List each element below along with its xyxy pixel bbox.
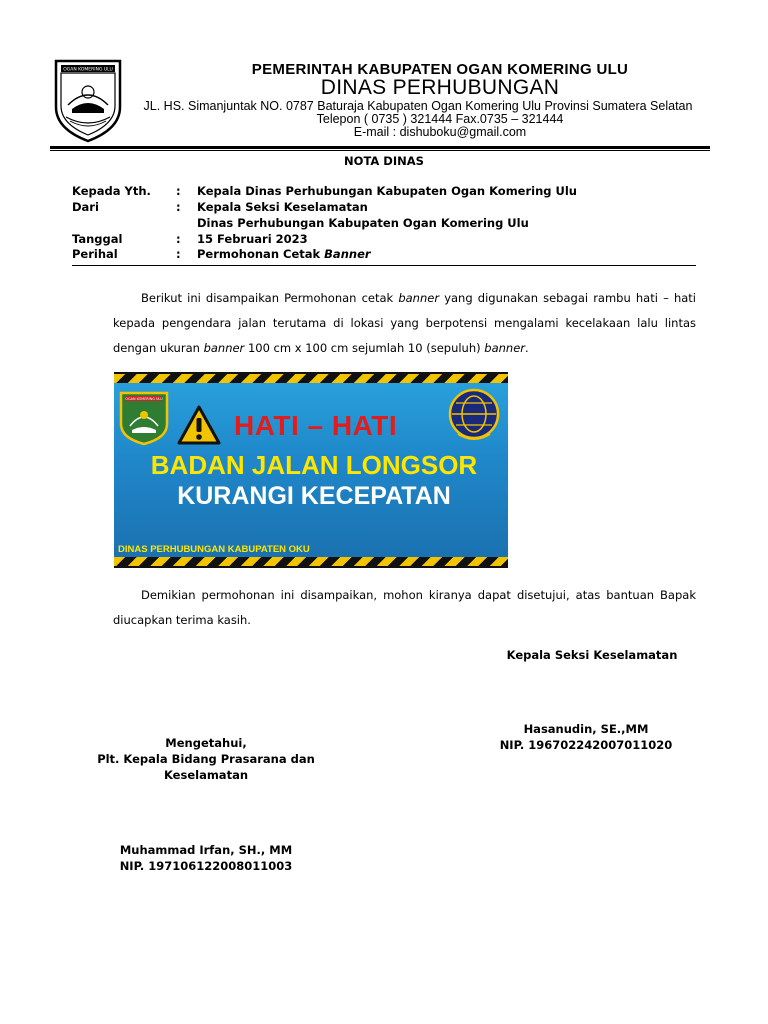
subject-value-emphasis: Banner [324,247,371,261]
letterhead-email: E-mail : dishuboku@gmail.com [353,125,527,139]
from-value-2: Dinas Perhubungan Kabupaten Ogan Komering Ulu [197,216,529,230]
letterhead-address: JL. HS. Simanjuntak NO. 0787 Baturaja Kabupaten Ogan Komering Ulu Provinsi Sumatera Selatan [143,99,693,113]
banner-hazard-stripe-bottom [114,557,508,566]
letterhead-rule-thick [50,146,710,149]
p1-text-d: . [525,341,529,355]
logo-text: OGAN KOMERING ULU [63,67,113,73]
p1-emphasis-1: banner [398,291,440,305]
banner-warning-text: HATI – HATI [234,410,398,441]
letterhead-rule-thin [50,150,710,151]
banner-hazard-stripe-top [114,374,508,383]
letterhead-government: PEMERINTAH KABUPATEN OGAN KOMERING ULU [251,61,629,78]
banner-line-2: KURANGI KECEPATAN [177,482,451,510]
header-rule [72,265,696,266]
p1-text-b: yang digunakan sebagai rambu hati – hati kepada pengendara jalan terutama di lokasi yang berpotensi mengalami kecelakaan lalu lintas dengan ukuran [113,291,696,355]
signer-right-nip: NIP. 196702242007011020 [499,738,673,752]
signer-left-name: Muhammad Irfan, SH., MM [119,843,293,857]
signer-left-position-1: Plt. Kepala Bidang Prasarana dan [97,752,315,766]
signer-right-position: Kepala Seksi Keselamatan [506,648,678,662]
subject-label: Perihal [72,247,118,261]
banner-regency-logo [118,390,170,446]
to-label: Kepada Yth. [72,184,151,198]
p1-text-c: 100 cm x 100 cm sejumlah 10 (sepuluh) [244,341,485,355]
banner-logo-text: OGAN KOMERING ULU [125,397,163,401]
date-value: 15 Februari 2023 [197,232,308,246]
signer-left-position-2: Keselamatan [163,768,249,782]
from-label: Dari [72,200,99,214]
from-value-1: Kepala Seksi Keselamatan [197,200,368,214]
date-colon: : [176,232,181,246]
document-title: NOTA DINAS [344,154,424,168]
body-paragraph-2: Demikian permohonan ini disampaikan, mohon kiranya dapat disetujui, atas bantuan Bapak diucapkan terima kasih. [113,588,696,627]
to-colon: : [176,184,181,198]
to-value: Kepala Dinas Perhubungan Kabupaten Ogan Komering Ulu [197,184,577,198]
signer-left-nip: NIP. 197106122008011003 [119,859,293,873]
letterhead-department: DINAS PERHUBUNGAN [320,76,560,99]
warning-icon [176,404,222,446]
banner-bottom-band [114,566,508,568]
date-label: Tanggal [72,232,123,246]
body-paragraph-1 [113,286,696,361]
banner-image [114,372,508,568]
signer-right-name: Hasanudin, SE.,MM [523,722,649,736]
signer-left-acknowledgement: Mengetahui, [165,736,247,750]
p1-emphasis-2: banner [203,341,245,355]
subject-value [197,247,371,261]
banner-line-1: BADAN JALAN LONGSOR [150,450,478,480]
banner-footer: DINAS PERHUBUNGAN KABUPATEN OKU [118,544,310,555]
subject-colon: : [176,247,181,261]
subject-value-text: Permohonan Cetak [197,247,325,261]
letterhead-phone: Telepon ( 0735 ) 321444 Fax.0735 – 321444 [316,112,564,126]
transport-ministry-logo [444,386,504,444]
p1-text-a: Berikut ini disampaikan Permohonan cetak [141,291,399,305]
from-colon: : [176,200,181,214]
p1-emphasis-3: banner [484,341,526,355]
